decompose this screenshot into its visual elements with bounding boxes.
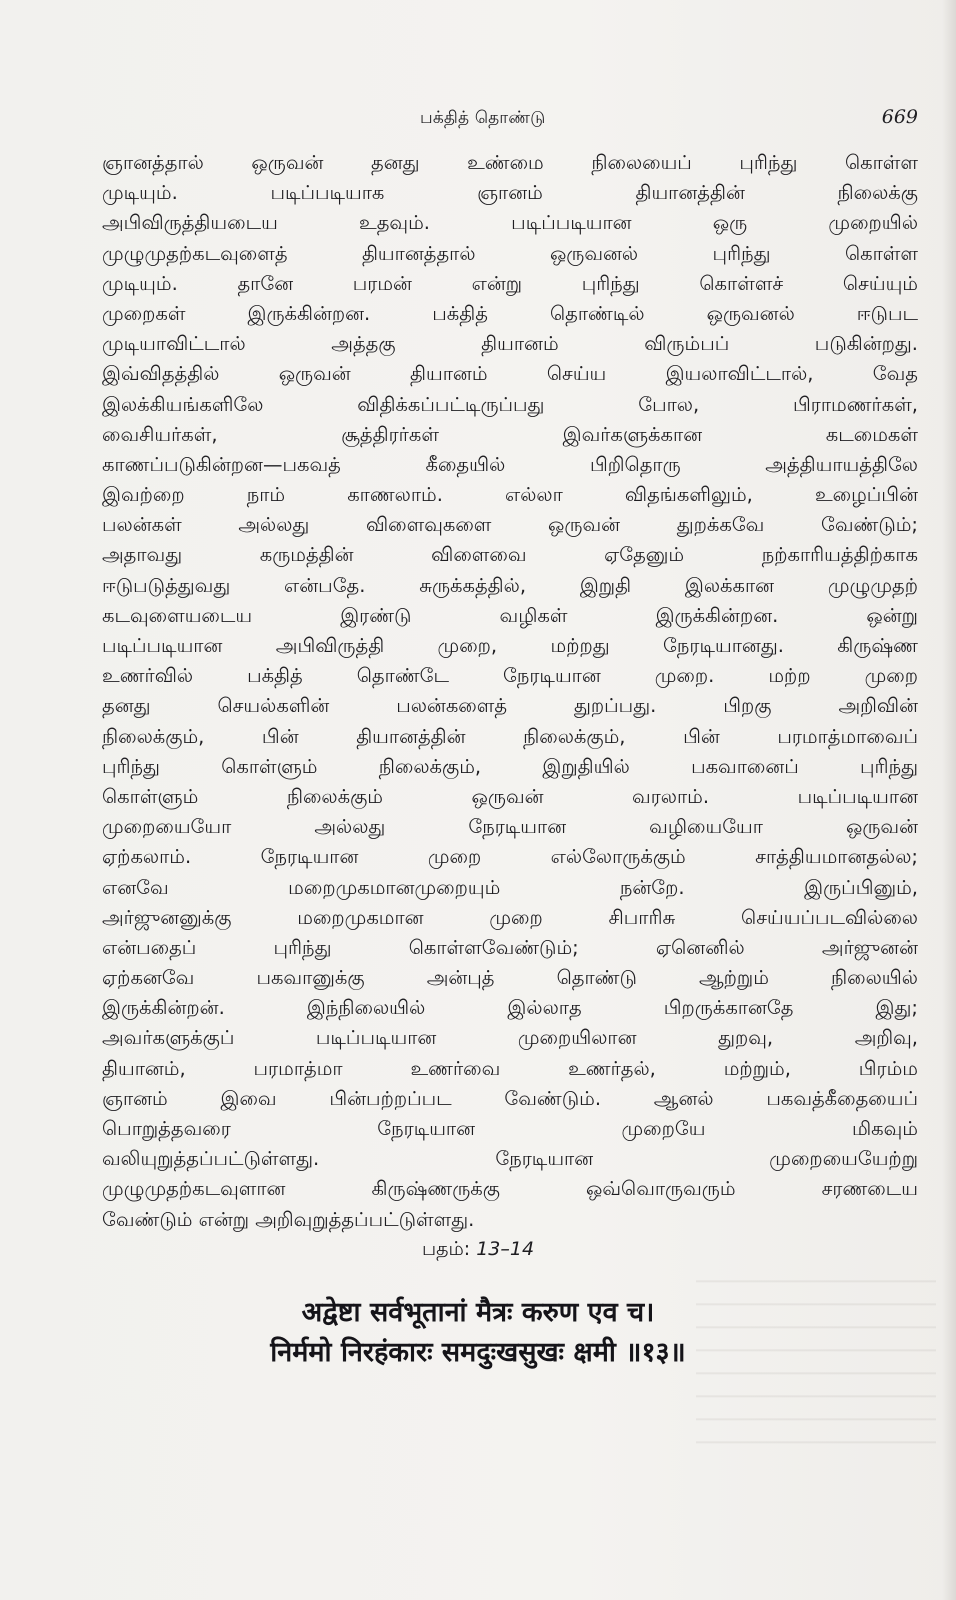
text-line: பொறுத்தவரை நேரடியான முறையே மிகவும்	[102, 1117, 918, 1140]
text-line: முழுமுதற்கடவுளான கிருஷ்ணருக்கு ஒவ்வொருவரும் சரணடைய	[102, 1177, 918, 1201]
text-line: முடியும். தானே பரமன் என்று புரிந்து கொள்ளச் செய்யும்	[102, 271, 918, 295]
text-line: உணர்வில் பக்தித் தொண்டே நேரடியான முறை. மற்ற முறை	[102, 664, 918, 688]
text-line: கடவுளையடைய இரண்டு வழிகள் இருக்கின்றன. ஒன்று	[102, 603, 918, 627]
text-line: பலன்கள் அல்லது விளைவுகளை ஒருவன் துறக்கவே வேண்டும்;	[102, 513, 918, 537]
body-paragraph	[102, 148, 918, 1235]
text-line: என்பதைப் புரிந்து கொள்ளவேண்டும்; ஏனெனில் அர்ஜுனன்	[102, 935, 918, 959]
page-header	[0, 104, 956, 136]
text-line: முடியாவிட்டால் அத்தகு தியானம் விரும்பப் படுகின்றது.	[102, 332, 918, 356]
page-number: 669	[881, 106, 918, 128]
text-line: முடியும். படிப்படியாக ஞானம் தியானத்தின் நிலைக்கு	[102, 181, 918, 205]
text-line: தனது செயல்களின் பலன்களைத் துறப்பது. பிறகு அறிவின்	[102, 694, 918, 718]
text-line: அவர்களுக்குப் படிப்படியான முறையிலான துறவு, அறிவு,	[102, 1026, 918, 1050]
text-line: வேண்டும் என்று அறிவுறுத்தப்பட்டுள்ளது.	[102, 1207, 475, 1231]
text-line: இவ்விதத்தில் ஒருவன் தியானம் செய்ய இயலாவிட்டால், வேத	[102, 362, 918, 386]
text-line: ஞானத்தால் ஒருவன் தனது உண்மை நிலையைப் புரிந்து கொள்ள	[102, 151, 918, 174]
text-line: காணப்படுகின்றன—பகவத் கீதையில் பிறிதொரு அத்தியாயத்திலே	[102, 452, 918, 476]
text-line: அதாவது கருமத்தின் விளைவை ஏதேனும் நற்காரியத்திற்காக	[102, 543, 918, 567]
text-line: தியானம், பரமாத்மா உணர்வை உணர்தல், மற்றும், பிரம்ம	[102, 1056, 918, 1080]
text-line: இருக்கின்றன். இந்நிலையில் இல்லாத பிறருக்கானதே இது;	[102, 996, 918, 1020]
text-line: வைசியர்கள், சூத்திரர்கள் இவர்களுக்கான கடமைகள்	[102, 422, 918, 446]
sanskrit-verse-line-1: अद्वेष्टा सर्वभूतानां मैत्रः करुण एव च।	[301, 1297, 655, 1328]
running-title: பக்தித் தொண்டு	[420, 108, 546, 128]
text-line: இலக்கியங்களிலே விதிக்கப்பட்டிருப்பது போல, பிராமணர்கள்,	[102, 392, 918, 416]
text-line: முறையையோ அல்லது நேரடியான வழியையோ ஒருவன்	[102, 815, 918, 839]
text-line: அபிவிருத்தியடைய உதவும். படிப்படியான ஒரு முறையில்	[102, 211, 918, 235]
text-line: ஏற்கலாம். நேரடியான முறை எல்லோருக்கும் சாத்தியமானதல்ல;	[102, 845, 918, 869]
text-line: நிலைக்கும், பின் தியானத்தின் நிலைக்கும், பின் பரமாத்மாவைப்	[102, 724, 918, 748]
text-line: ஈடுபடுத்துவது என்பதே. சுருக்கத்தில், இறுதி இலக்கான முழுமுதற்	[102, 573, 918, 597]
text-line: படிப்படியான அபிவிருத்தி முறை, மற்றது நேரடியானது. கிருஷ்ண	[102, 634, 918, 657]
sanskrit-verse-line-2: निर्ममो निरहंकारः समदुःखसुखः क्षमी ॥१३॥	[270, 1337, 686, 1368]
text-line: முறைகள் இருக்கின்றன. பக்தித் தொண்டில் ஒருவனல் ஈடுபட	[102, 301, 918, 325]
text-line: கொள்ளும் நிலைக்கும் ஒருவன் வரலாம். படிப்படியான	[102, 784, 918, 808]
text-line: அர்ஜுனனுக்கு மறைமுகமான முறை சிபாரிசு செய்யப்படவில்லை	[102, 905, 918, 929]
text-line: ஏற்கனவே பகவானுக்கு அன்புத் தொண்டு ஆற்றும் நிலையில்	[102, 966, 918, 990]
text-line: எனவே மறைமுகமானமுறையும் நன்றே. இருப்பினும்,	[102, 875, 918, 899]
verse-reference	[0, 1238, 956, 1263]
verse-label: பதம்:	[421, 1238, 471, 1260]
verse-number: 13–14	[476, 1238, 535, 1260]
text-line: ஞானம் இவை பின்பற்றப்பட வேண்டும். ஆனல் பகவத்கீதையைப்	[102, 1086, 918, 1110]
text-line: வலியுறுத்தப்பட்டுள்ளது. நேரடியான முறையையேற்று	[102, 1147, 918, 1171]
text-line: முழுமுதற்கடவுளைத் தியானத்தால் ஒருவனல் புரிந்து கொள்ள	[102, 241, 918, 265]
text-line: இவற்றை நாம் காணலாம். எல்லா விதங்களிலும், உழைப்பின்	[102, 483, 918, 507]
text-line: புரிந்து கொள்ளும் நிலைக்கும், இறுதியில் பகவானைப் புரிந்து	[102, 754, 918, 778]
